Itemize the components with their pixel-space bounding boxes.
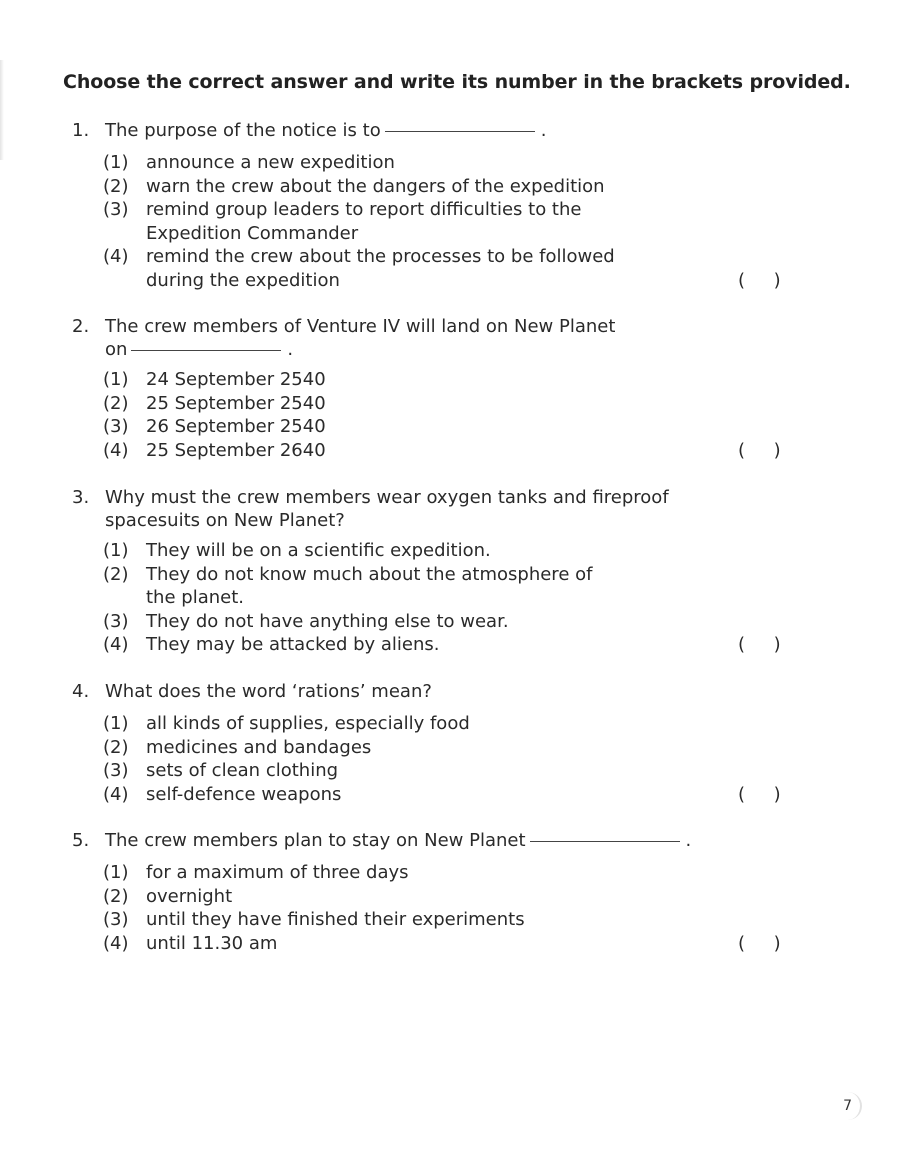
question-2 [0, 315, 922, 360]
option: (4) self-defence weapons ( ) [103, 783, 781, 805]
question-text-continuation: spacesuits on New Planet? [105, 510, 345, 531]
question-number: 3. [72, 487, 90, 508]
option: (3) 26 September 2540 [103, 416, 326, 437]
option: (4) remind the crew about the processes to be followed [103, 246, 615, 267]
question-text: The purpose of the notice is to . [105, 120, 547, 141]
option: (4) They may be attacked by aliens. ( ) [103, 634, 781, 655]
question-text: The crew members plan to stay on New Planet . [105, 830, 692, 851]
question-text-continuation: on . [105, 339, 294, 360]
option-continuation: Expedition Commander [146, 222, 359, 244]
question-number: 5. [72, 830, 90, 851]
option-continuation: during the expedition ( ) [146, 269, 781, 291]
option: (3) remind group leaders to report difficulties to the [103, 199, 582, 220]
option: (1) 24 September 2540 [103, 369, 326, 390]
option: (2) overnight [103, 885, 233, 907]
option: (1) all kinds of supplies, especially food [103, 713, 470, 734]
question-number: 1. [72, 120, 90, 141]
option: (3) They do not have anything else to wear. [103, 610, 509, 632]
answer-bracket[interactable]: ( ) [738, 932, 781, 954]
answer-bracket[interactable]: ( ) [738, 269, 781, 291]
question-text: The crew members of Venture IV will land on New Planet [105, 316, 616, 337]
option: (1) for a maximum of three days [103, 862, 409, 883]
question-3 [0, 486, 922, 531]
answer-bracket[interactable]: ( ) [738, 634, 781, 655]
option: (3) sets of clean clothing [103, 760, 339, 781]
option: (2) warn the crew about the dangers of the expedition [103, 175, 605, 197]
question-number: 2. [72, 316, 90, 337]
page-edge-shadow [0, 60, 4, 160]
option: (2) medicines and bandages [103, 736, 372, 758]
question-text: What does the word ‘rations’ mean? [105, 681, 432, 702]
answer-bracket[interactable]: ( ) [738, 783, 781, 805]
question-3-options [0, 539, 922, 657]
question-text: Why must the crew members wear oxygen tanks and fireproof [105, 487, 669, 508]
answer-bracket[interactable]: ( ) [738, 439, 781, 461]
question-2-options [0, 368, 922, 462]
option: (1) They will be on a scientific expedition. [103, 540, 491, 561]
answer-blank[interactable] [131, 350, 281, 351]
answer-blank[interactable] [530, 841, 680, 842]
instruction-heading: Choose the correct answer and write its number in the brackets provided. [63, 71, 851, 93]
option: (1) announce a new expedition [103, 152, 395, 173]
option: (4) until 11.30 am ( ) [103, 932, 781, 954]
question-1-options [0, 151, 922, 292]
option: (2) They do not know much about the atmosphere of [103, 563, 593, 585]
question-4-options [0, 712, 922, 806]
option: (2) 25 September 2540 [103, 392, 326, 414]
option-continuation: the planet. [146, 587, 244, 608]
option: (4) 25 September 2640 ( ) [103, 439, 781, 461]
option: (3) until they have finished their experiments [103, 909, 525, 930]
page-number: 7 [843, 1098, 852, 1114]
answer-blank[interactable] [385, 131, 535, 132]
question-5-options [0, 861, 922, 955]
question-number: 4. [72, 681, 90, 702]
